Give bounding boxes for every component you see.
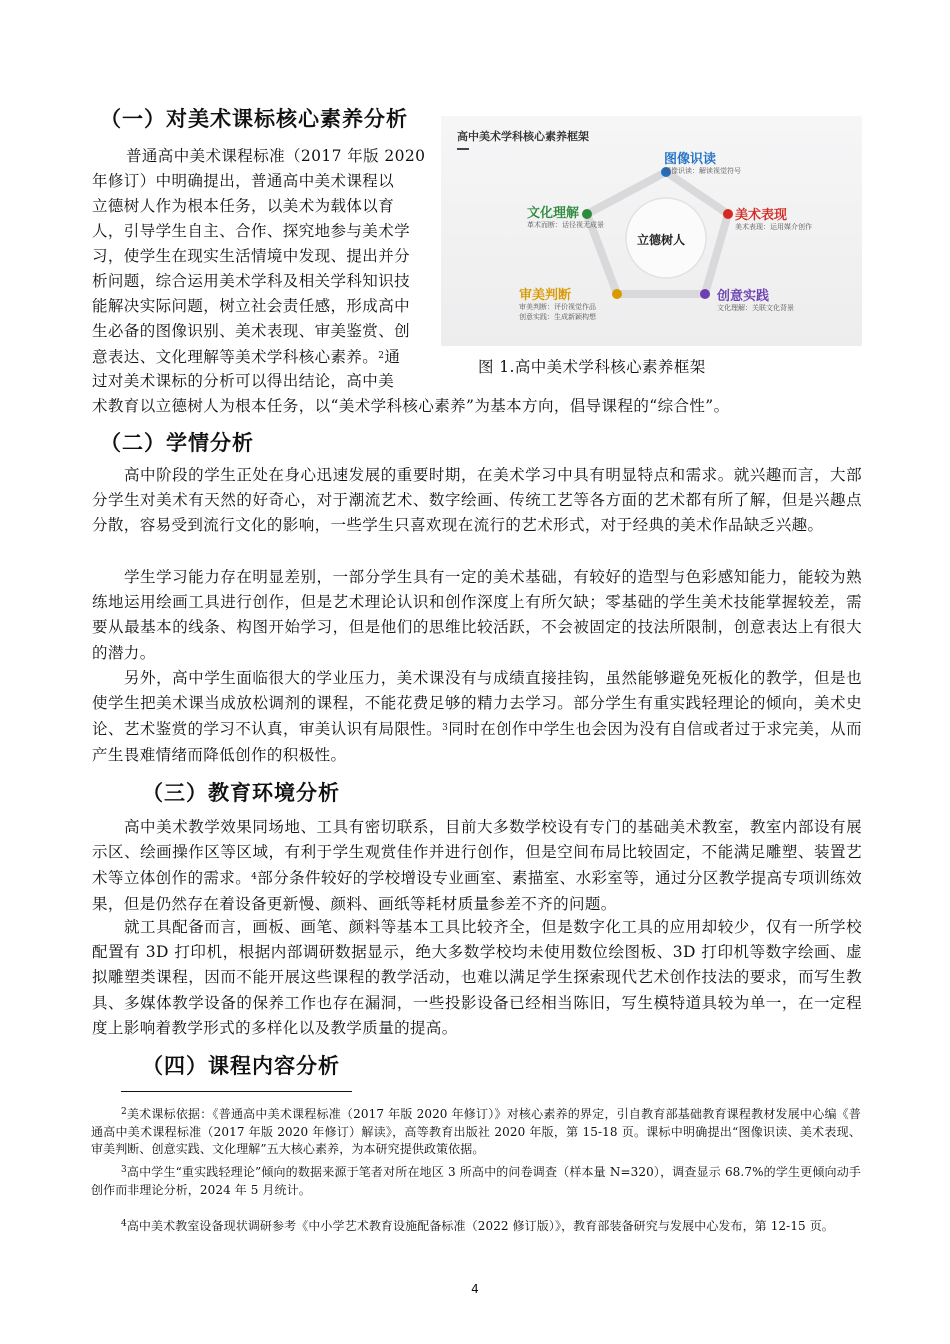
s3-paragraph-1: 高中美术教学效果同场地、工具有密切联系，目前大多数学校设有专门的基础美术教室，教室内部设有展示区、绘画操作区等区域，有利于学生观赏佳作并进行创作，但是空间布局比较固定，不能满足雕塑、装置艺术等立体创作的需求。$^4$部分条件较好的学校增设专业画室、素描室、水彩室等，通过分区教学提高专项训练效果，但是仍然存在着设备更新慢、颜料、画纸等耗材质量参差不齐的问题。 (92, 818, 862, 913)
footnote-ref-4[interactable]: 4 (251, 872, 258, 883)
footnote-mark-3: 3 (121, 1165, 127, 1175)
node-dot-expression (723, 209, 733, 219)
s1-line-2: 年修订）中明确提出，普通高中美术课程以 (92, 172, 395, 190)
footnote-2: $^2$美术课标依据：《普通高中美术课程标准（2017 年版 2020 年修订）》对核心素养的界定，引自教育部基础教育课程教材发展中心编《普通高中美术课程标准（2017 年版 2020 年修订）解读》，高等教育出版社 2020 年版，第 15-18 页。课标中明确提出“图像识读、美术表现、审美判断、创意实践、文化理解”五大核心素养，为本研究提供政策依据。 (91, 1107, 861, 1157)
node-label-aesthetic: 审美判断 (519, 288, 572, 303)
section-heading-4: （四）课程内容分析 (142, 1054, 340, 1078)
section-heading-1: （一）对美术课标核心素养分析 (100, 107, 408, 131)
s1-line-10: 过对美术课标的分析可以得出结论，高中美 (92, 372, 395, 390)
section-heading-2: （二）学情分析 (100, 431, 254, 455)
footnote-3: $^3$高中学生“重实践轻理论”倾向的数据来源于笔者对所在地区 3 所高中的问卷调查（样本量 N=320），调查显示 68.7%的学生更倾向动手创作而非理论分析，2024 年 5 月统计。 (91, 1165, 861, 1197)
node-label-expression: 美术表现 (735, 208, 788, 223)
s1-line-1: 普通高中美术课程标准（2017 年版 2020 (126, 147, 426, 165)
node-sub-aesthetic-2: 创意实践：生成新颖构想 (519, 313, 596, 321)
node-dot-aesthetic (612, 289, 622, 299)
s1-line-5: 习，使学生在现实生活情境中发现、提出并分 (92, 247, 411, 265)
node-sub-expression: 美术表现：运用媒介创作 (735, 223, 812, 231)
page-number: 4 (471, 1282, 479, 1296)
node-sub-creative: 文化理解：关联文化背景 (717, 304, 794, 312)
node-dot-culture (582, 209, 592, 219)
s1-line-4: 人，引导学生自主、合作、探究地参与美术学 (92, 222, 411, 240)
footnote-ref-2[interactable]: 2 (378, 351, 385, 361)
core-literacy-figure (441, 116, 862, 346)
figure-title: 高中美术学科核心素养框架 (457, 130, 589, 143)
footnote-4: $^4$高中美术教室设备现状调研参考《中小学艺术教育设施配备标准（2022 修订版）》，教育部装备研究与发展中心发布，第 12-15 页。 (121, 1219, 834, 1233)
footnote-rule (121, 1091, 352, 1092)
s1-line-6: 析问题，综合运用美术学科及相关学科知识技 (92, 272, 411, 290)
s1-line-8: 生必备的图像识别、美术表现、审美鉴赏、创 (92, 322, 411, 340)
s1-line-9: 意表达、文化理解等美术学科核心素养。$^2$通 (92, 348, 401, 366)
s1-line-11: 术教育以立德树人为根本任务，以“美术学科核心素养”为基本方向，倡导课程的“综合性”。 (92, 397, 730, 415)
node-sub-culture: 革术而断：话径视无成景 (527, 221, 604, 229)
s1-line-7: 能解决实际问题，树立社会责任感，形成高中 (92, 297, 411, 315)
center-label: 立德树人 (637, 233, 686, 247)
s2-paragraph-3: 另外，高中学生面临很大的学业压力，美术课没有与成绩直接挂钩，虽然能够避免死板化的教学，但是也使学生把美术课当成放松调剂的课程，不能花费足够的精力去学习。部分学生有重实践轻理论的倾向，美术史论、艺术鉴赏的学习不认真，审美认识有局限性。$^3$同时在创作中学生也会因为没有自信或者过于求完美，从而产生畏难情绪而降低创作的积极性。 (92, 669, 862, 764)
footnote-ref-3[interactable]: 3 (442, 723, 449, 734)
node-sub-image: 图像识读：解读视觉符号 (664, 167, 741, 175)
node-label-culture: 文化理解 (527, 206, 580, 221)
footnote-mark-2: 2 (121, 1107, 127, 1117)
s1-line-3: 立德树人作为根本任务，以美术为载体以育 (92, 197, 395, 215)
node-label-image: 图像识读 (664, 152, 717, 167)
node-dot-creative (700, 289, 710, 299)
s2-paragraph-2: 学生学习能力存在明显差别，一部分学生具有一定的美术基础，有较好的造型与色彩感知能力，能较为熟练地运用绘画工具进行创作，但是艺术理论认识和创作深度上有所欠缺；零基础的学生美术技能掌握较差，需要从最基本的线条、构图开始学习，但是他们的思维比较活跃，不会被固定的技法所限制，创意表达上有很大的潜力。 (92, 568, 862, 662)
s2-paragraph-1: 高中阶段的学生正处在身心迅速发展的重要时期，在美术学习中具有明显特点和需求。就兴趣而言，大部分学生对美术有天然的好奇心，对于潮流艺术、数字绘画、传统工艺等各方面的艺术都有所了解，但是兴趣点分散，容易受到流行文化的影响，一些学生只喜欢现在流行的艺术形式，对于经典的美术作品缺乏兴趣。 (92, 466, 862, 535)
node-sub-aesthetic-1: 审美判断：评价视觉作品 (519, 303, 596, 311)
footnote-mark-4: 4 (121, 1219, 127, 1229)
node-label-creative: 创意实践 (717, 289, 770, 304)
s3-paragraph-2: 就工具配备而言，画板、画笔、颜料等基本工具比较齐全，但是数字化工具的应用却较少，仅有一所学校配置有 3D 打印机，根据内部调研数据显示，绝大多数学校均未使用数位绘图板、3D 打印机等数字绘画、虚拟雕塑类课程，因而不能开展这些课程的教学活动，也难以满足学生探索现代艺术创作技法的要求，而写生教具、多媒体教学设备的保养工作也存在漏洞，一些投影设备已经相当陈旧，写生模特道具较为单一，在一定程度上影响着教学形式的多样化以及教学质量的提高。 (92, 918, 862, 1037)
section-heading-3: （三）教育环境分析 (142, 781, 340, 805)
figure-caption: 图 1.高中美术学科核心素养框架 (478, 358, 706, 376)
